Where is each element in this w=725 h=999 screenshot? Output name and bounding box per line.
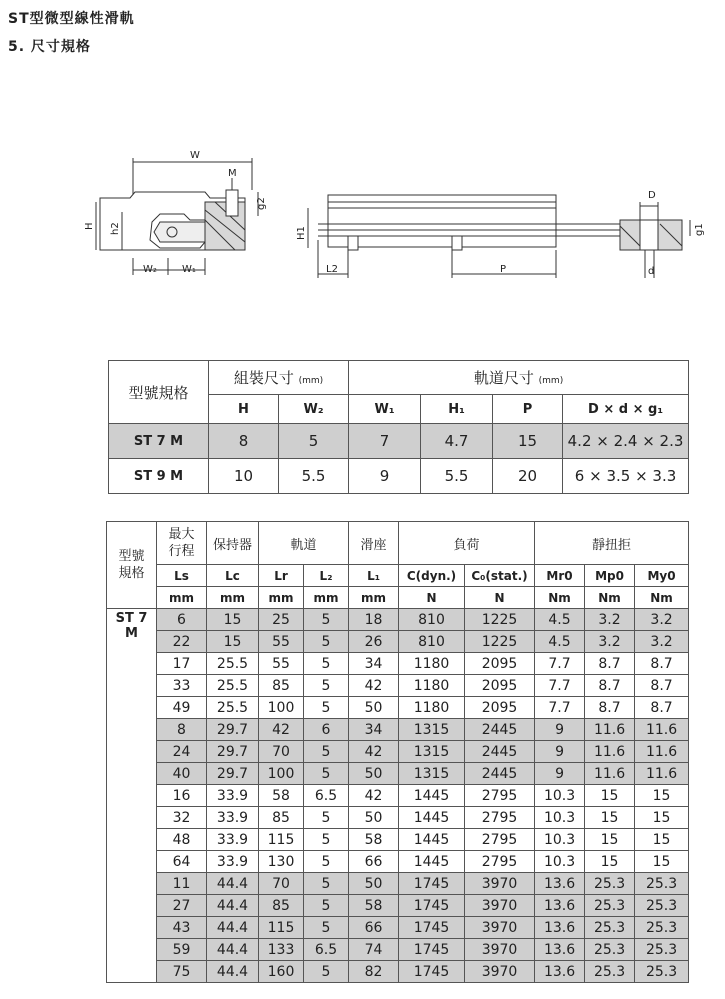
value-cell: 58 xyxy=(349,829,399,851)
value-cell: 5 xyxy=(304,807,349,829)
value-cell: 8 xyxy=(157,719,207,741)
dim-label-L2: L2 xyxy=(326,264,338,275)
value-cell: 25.5 xyxy=(207,697,259,719)
value-cell: 1745 xyxy=(399,895,465,917)
value-cell: 115 xyxy=(259,917,304,939)
value-cell: 810 xyxy=(399,631,465,653)
table-row xyxy=(107,829,689,851)
table-row xyxy=(107,785,689,807)
value-cell: 5.5 xyxy=(279,459,349,494)
table-row xyxy=(107,873,689,895)
value-cell: 10.3 xyxy=(535,785,585,807)
value-cell: 29.7 xyxy=(207,719,259,741)
value-cell: 11.6 xyxy=(635,763,689,785)
value-cell: 33.9 xyxy=(207,785,259,807)
value-cell: 1445 xyxy=(399,807,465,829)
value-cell: 33.9 xyxy=(207,829,259,851)
value-cell: 100 xyxy=(259,697,304,719)
model-header-line1: 型號 xyxy=(118,549,145,564)
table-row xyxy=(109,424,689,459)
value-cell: 13.6 xyxy=(535,895,585,917)
value-cell: 32 xyxy=(157,807,207,829)
value-cell: 75 xyxy=(157,961,207,983)
model-header: 型號規格 xyxy=(109,361,209,424)
value-cell: 82 xyxy=(349,961,399,983)
unit-header: mm xyxy=(157,587,207,609)
value-cell: 44.4 xyxy=(207,961,259,983)
model-cell: ST 7 M xyxy=(107,609,157,983)
value-cell: 2795 xyxy=(465,785,535,807)
value-cell: 15 xyxy=(635,807,689,829)
value-cell: 11 xyxy=(157,873,207,895)
dim-label-H: H xyxy=(84,222,95,230)
section-title: 5. 尺寸規格 xyxy=(8,39,91,55)
unit-header: mm xyxy=(349,587,399,609)
value-cell: 42 xyxy=(349,675,399,697)
value-cell: 5 xyxy=(304,895,349,917)
value-cell: 49 xyxy=(157,697,207,719)
dim-label-M: M xyxy=(228,168,237,179)
value-cell: 59 xyxy=(157,939,207,961)
dim-label-W: W xyxy=(190,150,200,161)
value-cell: 10 xyxy=(209,459,279,494)
value-cell: 25.3 xyxy=(635,961,689,983)
value-cell: 5 xyxy=(304,851,349,873)
value-cell: 40 xyxy=(157,763,207,785)
value-cell: 115 xyxy=(259,829,304,851)
value-cell: 3.2 xyxy=(635,609,689,631)
table-row xyxy=(107,653,689,675)
dim-label-g1: g1 xyxy=(694,223,705,236)
value-cell: 42 xyxy=(349,741,399,763)
table-row xyxy=(107,741,689,763)
value-cell: 11.6 xyxy=(635,719,689,741)
value-cell: 85 xyxy=(259,807,304,829)
model-header-line2: 規格 xyxy=(118,566,145,581)
value-cell: 64 xyxy=(157,851,207,873)
value-cell: 6 xyxy=(304,719,349,741)
page-title: ST型微型線性滑軌 xyxy=(8,11,135,27)
value-cell: 25.3 xyxy=(585,873,635,895)
value-cell: 9 xyxy=(349,459,421,494)
value-cell: 2095 xyxy=(465,697,535,719)
model-header xyxy=(107,522,157,609)
col-header: D × d × g₁ xyxy=(563,395,689,424)
symbol-header: Mr0 xyxy=(535,565,585,587)
value-cell: 33.9 xyxy=(207,807,259,829)
value-cell: 133 xyxy=(259,939,304,961)
value-cell: 44.4 xyxy=(207,939,259,961)
value-cell: 2095 xyxy=(465,675,535,697)
value-cell: 74 xyxy=(349,939,399,961)
unit-header: Nm xyxy=(585,587,635,609)
value-cell: 4.5 xyxy=(535,631,585,653)
value-cell: 3.2 xyxy=(585,609,635,631)
value-cell: 15 xyxy=(207,631,259,653)
symbol-header: L₁ xyxy=(349,565,399,587)
value-cell: 5 xyxy=(304,961,349,983)
value-cell: 15 xyxy=(635,829,689,851)
value-cell: 25.3 xyxy=(585,895,635,917)
value-cell: 8 xyxy=(209,424,279,459)
value-cell: 27 xyxy=(157,895,207,917)
value-cell: 55 xyxy=(259,631,304,653)
value-cell: 42 xyxy=(349,785,399,807)
value-cell: 11.6 xyxy=(635,741,689,763)
value-cell: 15 xyxy=(493,424,563,459)
value-cell: 25.5 xyxy=(207,653,259,675)
value-cell: 5 xyxy=(304,873,349,895)
value-cell: 8.7 xyxy=(585,653,635,675)
load-header: 負荷 xyxy=(399,522,535,565)
value-cell: 5 xyxy=(304,829,349,851)
value-cell: 1745 xyxy=(399,939,465,961)
value-cell: 1445 xyxy=(399,785,465,807)
value-cell: 6 xyxy=(157,609,207,631)
value-cell: 5 xyxy=(304,697,349,719)
value-cell: 13.6 xyxy=(535,961,585,983)
value-cell: 33.9 xyxy=(207,851,259,873)
value-cell: 7.7 xyxy=(535,675,585,697)
symbol-header: My0 xyxy=(635,565,689,587)
value-cell: 1315 xyxy=(399,741,465,763)
value-cell: 15 xyxy=(585,829,635,851)
value-cell: 15 xyxy=(635,785,689,807)
table-row xyxy=(107,719,689,741)
block-header: 滑座 xyxy=(349,522,399,565)
value-cell: 3970 xyxy=(465,939,535,961)
value-cell: 1745 xyxy=(399,873,465,895)
value-cell: 50 xyxy=(349,807,399,829)
dim-label-D: D xyxy=(648,190,656,201)
col-header: H xyxy=(209,395,279,424)
dim-label-P: P xyxy=(500,264,507,275)
table-row xyxy=(107,917,689,939)
value-cell: 70 xyxy=(259,873,304,895)
value-cell: 43 xyxy=(157,917,207,939)
symbol-header: Ls xyxy=(157,565,207,587)
value-cell: 34 xyxy=(349,719,399,741)
model-cell: ST 7 M xyxy=(109,424,209,459)
value-cell: 70 xyxy=(259,741,304,763)
value-cell: 25 xyxy=(259,609,304,631)
moment-header: 靜扭拒 xyxy=(535,522,689,565)
table-row xyxy=(107,609,689,631)
value-cell: 4.2 × 2.4 × 2.3 xyxy=(563,424,689,459)
value-cell: 4.7 xyxy=(421,424,493,459)
model-cell: ST 9 M xyxy=(109,459,209,494)
value-cell: 9 xyxy=(535,763,585,785)
symbol-header: C₀(stat.) xyxy=(465,565,535,587)
value-cell: 7.7 xyxy=(535,653,585,675)
value-cell: 1180 xyxy=(399,675,465,697)
value-cell: 3970 xyxy=(465,895,535,917)
col-header: W₁ xyxy=(349,395,421,424)
value-cell: 1745 xyxy=(399,917,465,939)
table-row xyxy=(107,807,689,829)
unit-header: Nm xyxy=(635,587,689,609)
value-cell: 25.3 xyxy=(635,873,689,895)
value-cell: 9 xyxy=(535,719,585,741)
dim-label-h2: h2 xyxy=(110,222,121,235)
value-cell: 10.3 xyxy=(535,851,585,873)
value-cell: 66 xyxy=(349,917,399,939)
value-cell: 8.7 xyxy=(635,675,689,697)
value-cell: 15 xyxy=(585,807,635,829)
value-cell: 2795 xyxy=(465,829,535,851)
table-row xyxy=(107,675,689,697)
value-cell: 810 xyxy=(399,609,465,631)
value-cell: 44.4 xyxy=(207,917,259,939)
value-cell: 5 xyxy=(304,763,349,785)
value-cell: 3970 xyxy=(465,917,535,939)
value-cell: 5 xyxy=(304,631,349,653)
dim-label-g2: g2 xyxy=(256,197,267,210)
value-cell: 29.7 xyxy=(207,741,259,763)
unit-header: mm xyxy=(207,587,259,609)
value-cell: 26 xyxy=(349,631,399,653)
value-cell: 5 xyxy=(304,653,349,675)
value-cell: 11.6 xyxy=(585,719,635,741)
value-cell: 66 xyxy=(349,851,399,873)
col-header: H₁ xyxy=(421,395,493,424)
value-cell: 24 xyxy=(157,741,207,763)
stroke-header: 最大 行程 xyxy=(157,522,207,565)
value-cell: 8.7 xyxy=(635,697,689,719)
table-row xyxy=(107,631,689,653)
value-cell: 5 xyxy=(304,917,349,939)
value-cell: 8.7 xyxy=(635,653,689,675)
value-cell: 58 xyxy=(349,895,399,917)
symbol-header: Lr xyxy=(259,565,304,587)
dim-label-d: d xyxy=(648,266,655,277)
value-cell: 22 xyxy=(157,631,207,653)
table-row xyxy=(107,895,689,917)
value-cell: 20 xyxy=(493,459,563,494)
symbol-header: L₂ xyxy=(304,565,349,587)
value-cell: 15 xyxy=(585,851,635,873)
value-cell: 1180 xyxy=(399,653,465,675)
value-cell: 2795 xyxy=(465,807,535,829)
value-cell: 8.7 xyxy=(585,675,635,697)
value-cell: 13.6 xyxy=(535,873,585,895)
value-cell: 5 xyxy=(304,675,349,697)
value-cell: 10.3 xyxy=(535,829,585,851)
value-cell: 58 xyxy=(259,785,304,807)
value-cell: 6.5 xyxy=(304,785,349,807)
value-cell: 44.4 xyxy=(207,873,259,895)
value-cell: 25.3 xyxy=(585,939,635,961)
value-cell: 34 xyxy=(349,653,399,675)
value-cell: 50 xyxy=(349,763,399,785)
value-cell: 18 xyxy=(349,609,399,631)
value-cell: 29.7 xyxy=(207,763,259,785)
value-cell: 50 xyxy=(349,873,399,895)
value-cell: 15 xyxy=(207,609,259,631)
unit-header: mm xyxy=(259,587,304,609)
unit-header: mm xyxy=(304,587,349,609)
value-cell: 2795 xyxy=(465,851,535,873)
dim-label-H1: H1 xyxy=(296,226,307,240)
value-cell: 130 xyxy=(259,851,304,873)
value-cell: 2095 xyxy=(465,653,535,675)
dim-label-W1: W₁ xyxy=(182,264,196,275)
value-cell: 2445 xyxy=(465,763,535,785)
value-cell: 4.5 xyxy=(535,609,585,631)
value-cell: 15 xyxy=(635,851,689,873)
table-row xyxy=(107,939,689,961)
symbol-header: Mp0 xyxy=(585,565,635,587)
value-cell: 25.3 xyxy=(635,895,689,917)
value-cell: 5 xyxy=(304,741,349,763)
value-cell: 7 xyxy=(349,424,421,459)
col-header: P xyxy=(493,395,563,424)
table-row xyxy=(107,961,689,983)
value-cell: 2445 xyxy=(465,719,535,741)
value-cell: 17 xyxy=(157,653,207,675)
value-cell: 1315 xyxy=(399,719,465,741)
dimension-drawing xyxy=(0,150,725,290)
value-cell: 10.3 xyxy=(535,807,585,829)
value-cell: 8.7 xyxy=(585,697,635,719)
value-cell: 3.2 xyxy=(635,631,689,653)
value-cell: 2445 xyxy=(465,741,535,763)
value-cell: 1315 xyxy=(399,763,465,785)
value-cell: 50 xyxy=(349,697,399,719)
value-cell: 5.5 xyxy=(421,459,493,494)
value-cell: 160 xyxy=(259,961,304,983)
rail-dims-header: 軌道尺寸 (mm) xyxy=(349,361,689,395)
value-cell: 3970 xyxy=(465,873,535,895)
value-cell: 5 xyxy=(304,609,349,631)
rail-header: 軌道 xyxy=(259,522,349,565)
unit-header: Nm xyxy=(535,587,585,609)
value-cell: 13.6 xyxy=(535,917,585,939)
value-cell: 25.3 xyxy=(585,961,635,983)
value-cell: 42 xyxy=(259,719,304,741)
value-cell: 55 xyxy=(259,653,304,675)
table-row xyxy=(109,459,689,494)
load-table xyxy=(106,521,689,983)
value-cell: 25.5 xyxy=(207,675,259,697)
value-cell: 1225 xyxy=(465,609,535,631)
value-cell: 25.3 xyxy=(635,917,689,939)
value-cell: 25.3 xyxy=(585,917,635,939)
value-cell: 44.4 xyxy=(207,895,259,917)
value-cell: 100 xyxy=(259,763,304,785)
value-cell: 1445 xyxy=(399,851,465,873)
table-row xyxy=(107,697,689,719)
unit-header: N xyxy=(465,587,535,609)
symbol-header: C(dyn.) xyxy=(399,565,465,587)
value-cell: 7.7 xyxy=(535,697,585,719)
value-cell: 1180 xyxy=(399,697,465,719)
value-cell: 6 × 3.5 × 3.3 xyxy=(563,459,689,494)
table-row xyxy=(107,851,689,873)
value-cell: 13.6 xyxy=(535,939,585,961)
value-cell: 85 xyxy=(259,895,304,917)
value-cell: 3970 xyxy=(465,961,535,983)
value-cell: 48 xyxy=(157,829,207,851)
dimension-table xyxy=(108,360,689,494)
symbol-header: Lc xyxy=(207,565,259,587)
value-cell: 25.3 xyxy=(635,939,689,961)
unit-header: N xyxy=(399,587,465,609)
table-row xyxy=(107,763,689,785)
value-cell: 1445 xyxy=(399,829,465,851)
value-cell: 1745 xyxy=(399,961,465,983)
cage-header: 保持器 xyxy=(207,522,259,565)
assembly-dims-header: 組裝尺寸 (mm) xyxy=(209,361,349,395)
value-cell: 16 xyxy=(157,785,207,807)
value-cell: 33 xyxy=(157,675,207,697)
value-cell: 15 xyxy=(585,785,635,807)
value-cell: 1225 xyxy=(465,631,535,653)
value-cell: 9 xyxy=(535,741,585,763)
value-cell: 3.2 xyxy=(585,631,635,653)
value-cell: 11.6 xyxy=(585,741,635,763)
dim-label-W2: W₂ xyxy=(143,264,157,275)
value-cell: 5 xyxy=(279,424,349,459)
value-cell: 85 xyxy=(259,675,304,697)
col-header: W₂ xyxy=(279,395,349,424)
value-cell: 6.5 xyxy=(304,939,349,961)
value-cell: 11.6 xyxy=(585,763,635,785)
